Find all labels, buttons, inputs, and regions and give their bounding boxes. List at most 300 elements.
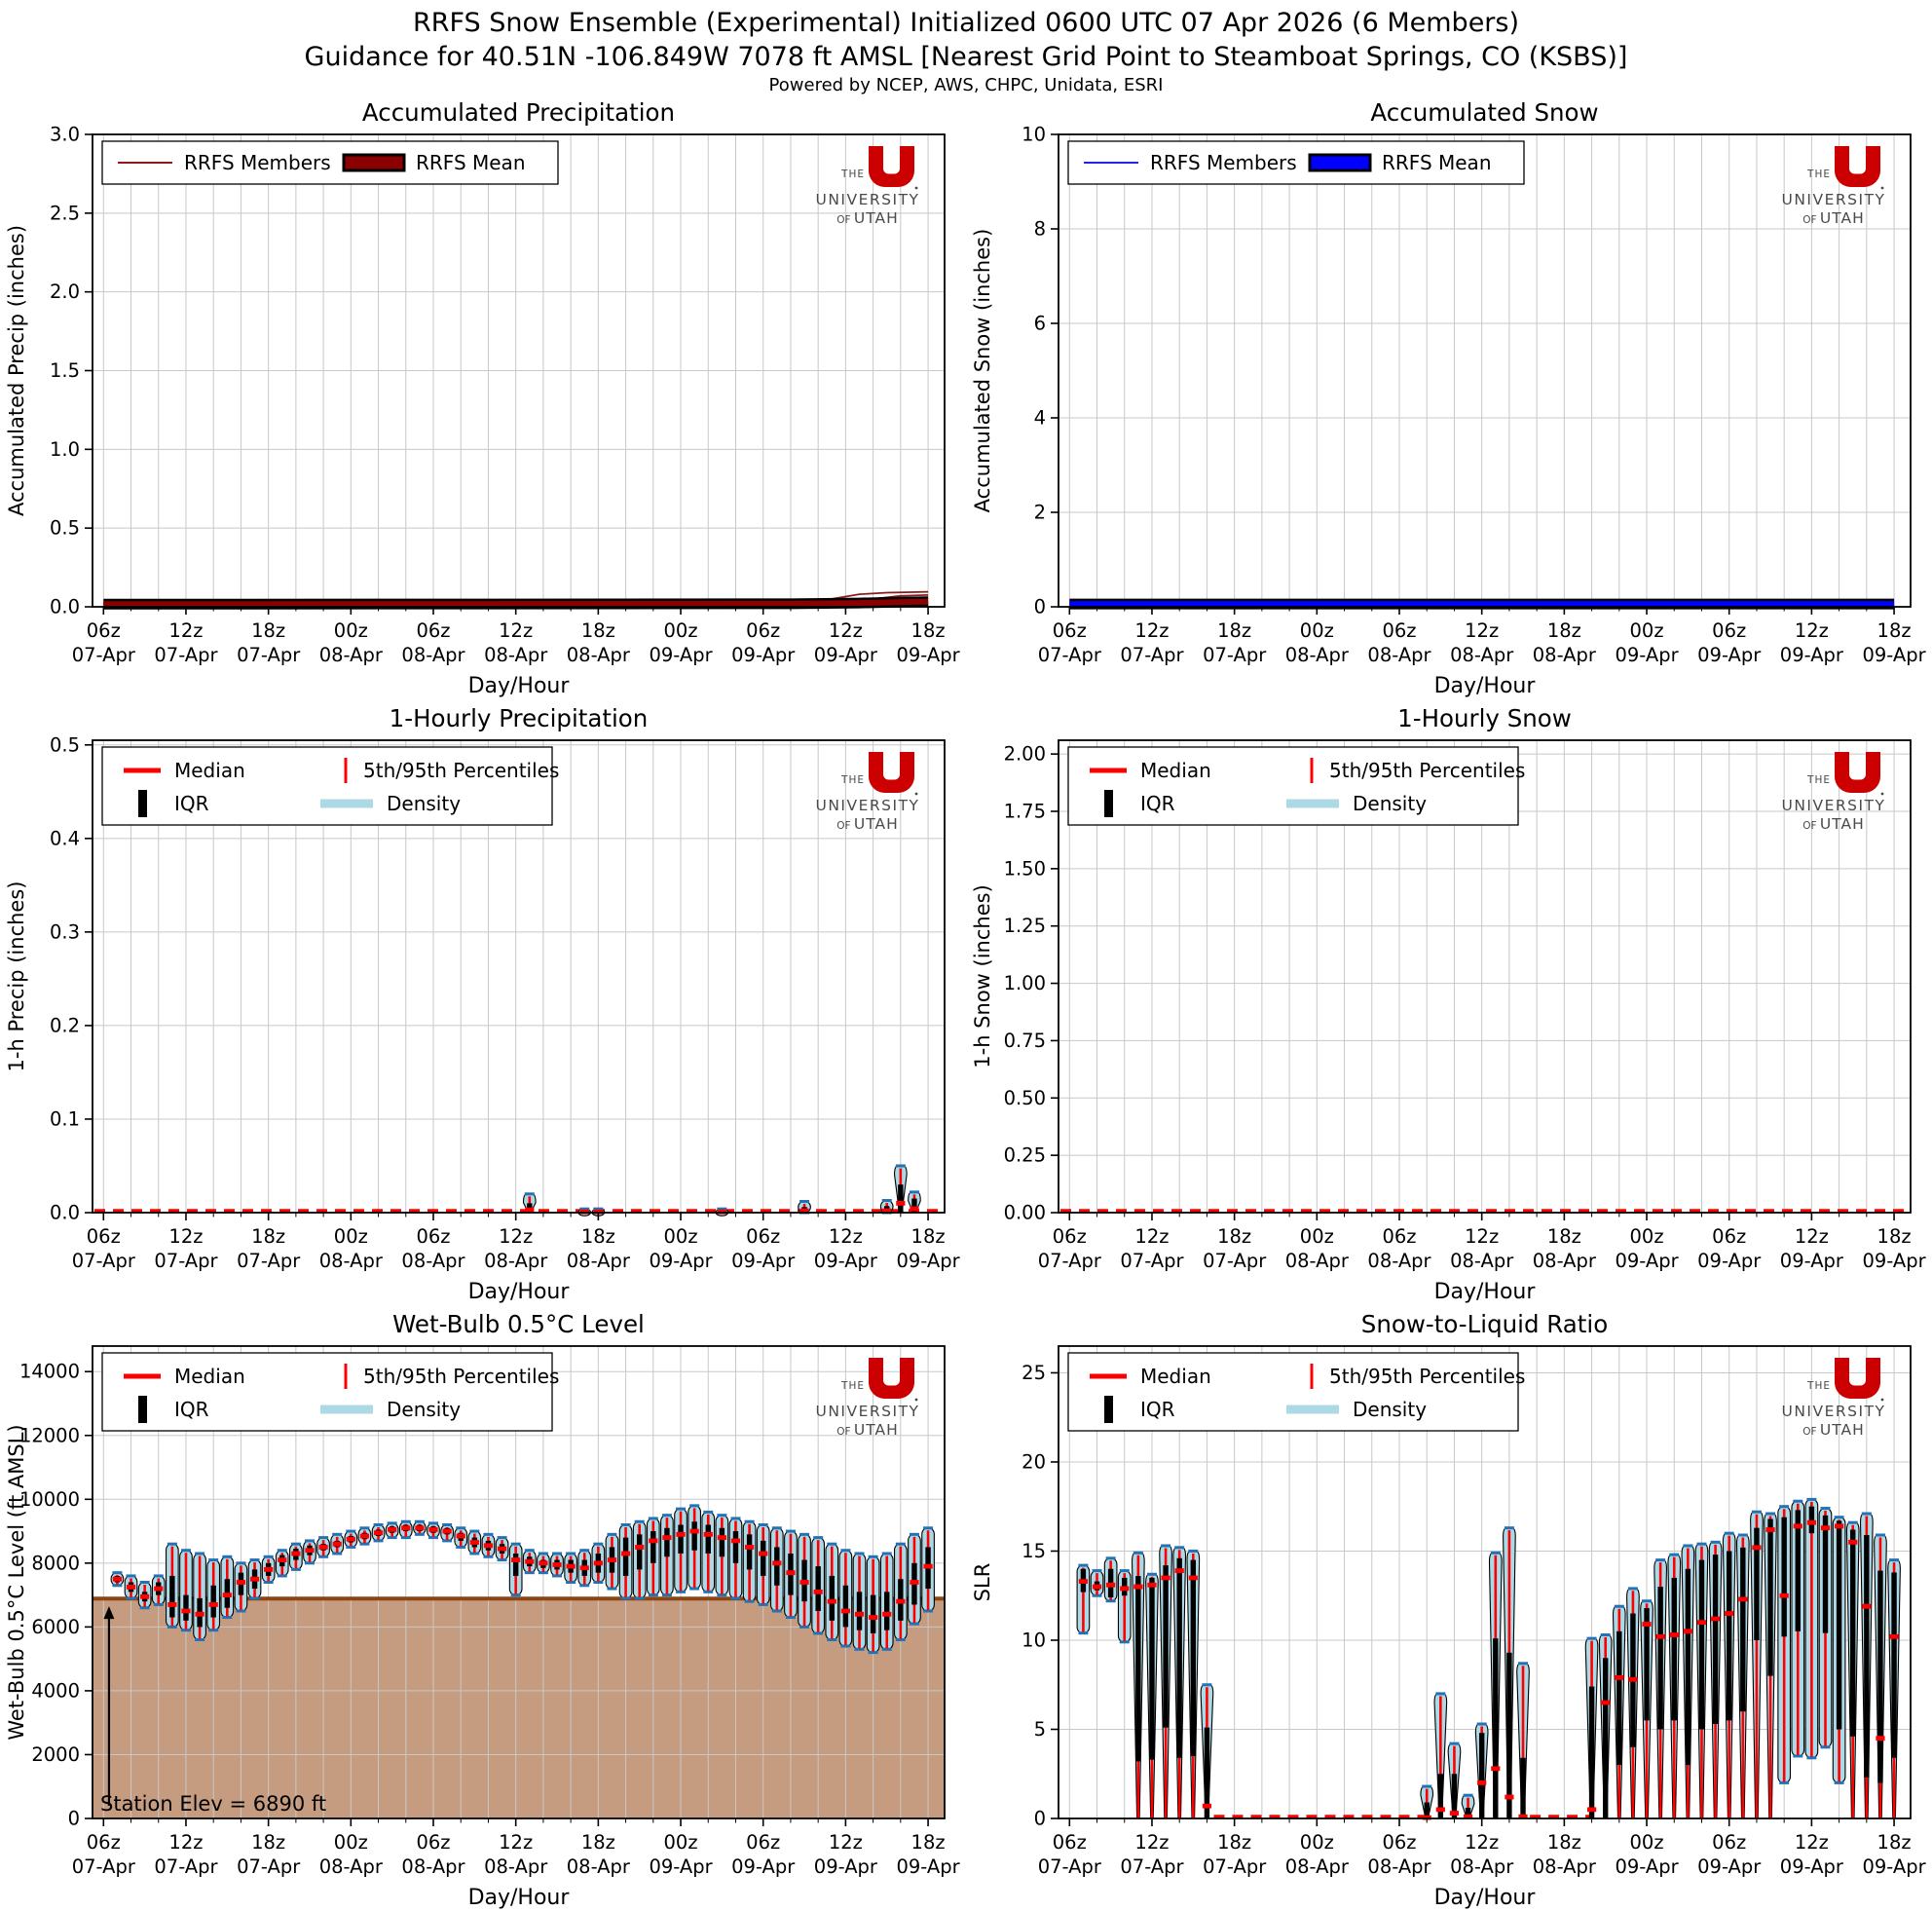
x-tick-hour: 12z (168, 1831, 204, 1854)
distribution-violin (372, 1525, 385, 1541)
panel-hourly-snow (966, 699, 1932, 1305)
x-tick-hour: 12z (828, 1831, 863, 1854)
x-tick-hour: 18z (251, 1225, 286, 1248)
distribution-violin (661, 1516, 674, 1595)
x-tick-day: 09-Apr (1615, 1855, 1679, 1878)
x-tick-hour: 00z (333, 619, 368, 642)
distribution-violin (648, 1518, 660, 1595)
x-tick-day: 08-Apr (401, 644, 465, 666)
y-axis-label: 1-h Precip (inches) (5, 881, 28, 1072)
panel-accumulated-precipitation (0, 94, 966, 699)
x-tick-day: 09-Apr (1862, 1855, 1926, 1878)
logo-university: UNIVERSITY (1781, 797, 1886, 814)
y-tick-labels (1022, 124, 1046, 618)
distribution-violin (290, 1544, 303, 1569)
y-tick-label: 6000 (31, 1615, 80, 1638)
x-tick-day: 08-Apr (318, 644, 383, 666)
x-tick-day: 08-Apr (1284, 644, 1349, 666)
x-tick-day: 08-Apr (566, 644, 630, 666)
x-tick-hour: 06z (86, 1225, 121, 1248)
legend-median-label: Median (1140, 1365, 1211, 1388)
snow-to-liquid-ratio-chart (966, 1305, 1932, 1911)
distribution-violin (138, 1583, 151, 1608)
distribution-violin (221, 1556, 234, 1617)
distribution-violin (1187, 1551, 1200, 1818)
legend (102, 747, 559, 825)
x-axis-label: Day/Hour (1433, 674, 1536, 698)
x-tick-day: 07-Apr (237, 1855, 301, 1878)
x-tick-hour: 06z (746, 1831, 781, 1854)
chart-title: Accumulated Precipitation (361, 98, 676, 127)
logo-of-utah: OF UTAH (1802, 1421, 1865, 1439)
y-tick-label: 4000 (31, 1679, 80, 1703)
y-tick-label: 0.50 (1003, 1086, 1046, 1109)
x-tick-hour: 18z (1876, 1225, 1912, 1248)
main-title: RRFS Snow Ensemble (Experimental) Initialized 0600 UTC 07 Apr 2026 (6 Members) (412, 8, 1520, 38)
x-tick-day: 09-Apr (896, 1855, 960, 1878)
x-tick-day: 07-Apr (1203, 1250, 1267, 1272)
legend-iqr-label: IQR (1140, 792, 1175, 815)
legend-median-label: Median (1140, 759, 1211, 782)
panel-snow-to-liquid-ratio (966, 1305, 1932, 1911)
y-tick-label: 5 (1033, 1717, 1046, 1741)
x-tick-labels (72, 619, 961, 666)
utah-u-mark (1835, 1358, 1880, 1399)
distribution-violin (716, 1516, 728, 1595)
logo-of-utah: OF UTAH (1802, 209, 1865, 227)
x-tick-day: 09-Apr (649, 1855, 713, 1878)
distribution-violin (248, 1560, 261, 1598)
y-tick-label: 2.5 (49, 202, 80, 225)
distribution-violin (1585, 1638, 1598, 1818)
legend-percentiles-label: 5th/95th Percentiles (363, 759, 560, 782)
y-tick-label: 1.50 (1003, 857, 1046, 881)
x-tick-hour: 12z (1465, 1225, 1500, 1248)
y-tick-label: 10 (1022, 123, 1046, 146)
distribution-violin (880, 1201, 893, 1214)
y-tick-label: 8000 (31, 1552, 80, 1575)
distribution-violin (194, 1554, 206, 1639)
x-tick-hour: 06z (1382, 1225, 1417, 1248)
x-tick-hour: 00z (1299, 619, 1334, 642)
x-tick-day: 09-Apr (1697, 1855, 1762, 1878)
x-tick-hour: 06z (1052, 1225, 1087, 1248)
y-tick-label: 6 (1033, 312, 1046, 335)
distribution-violin (922, 1528, 935, 1611)
x-tick-day: 08-Apr (484, 1855, 548, 1878)
x-axis-label: Day/Hour (467, 674, 570, 698)
x-tick-labels (1038, 619, 1927, 666)
distribution-violin (1778, 1507, 1791, 1783)
logo-university: UNIVERSITY (815, 797, 920, 814)
x-tick-day: 08-Apr (1532, 644, 1596, 666)
y-axis-label: 1-h Snow (inches) (971, 884, 994, 1068)
distribution-violin (633, 1521, 646, 1598)
x-tick-day: 07-Apr (237, 1250, 301, 1272)
x-tick-hour: 18z (910, 619, 946, 642)
logo-the: THE (841, 774, 865, 786)
y-tick-label: 10000 (19, 1487, 80, 1511)
y-axis-label: Wet-Bulb 0.5°C Level (ft AMSL) (5, 1424, 28, 1741)
chart-title: Snow-to-Liquid Ratio (1360, 1310, 1609, 1338)
y-tick-label: 1.75 (1003, 800, 1046, 823)
distribution-violin (702, 1512, 715, 1592)
distribution-violin (1627, 1589, 1640, 1818)
legend-iqr-label: IQR (174, 792, 209, 815)
x-tick-day: 08-Apr (1532, 1855, 1596, 1878)
x-tick-day: 09-Apr (1862, 1250, 1926, 1272)
distribution-violin (1641, 1601, 1653, 1818)
x-tick-hour: 18z (580, 1831, 615, 1854)
x-tick-day: 08-Apr (484, 1250, 548, 1272)
distribution-violin (688, 1506, 701, 1589)
x-tick-day: 08-Apr (1532, 1250, 1596, 1272)
y-tick-label: 25 (1022, 1361, 1046, 1384)
y-tick-label: 1.00 (1003, 972, 1046, 995)
x-tick-day: 07-Apr (154, 1855, 218, 1878)
distribution-violin (785, 1531, 798, 1617)
university-of-utah-logo (1781, 1358, 1885, 1439)
distribution-violin (345, 1531, 357, 1547)
legend (102, 141, 558, 184)
axis-ticks (85, 134, 928, 615)
y-tick-label: 10 (1022, 1629, 1046, 1652)
y-tick-labels (50, 124, 80, 618)
x-tick-labels (1038, 1225, 1927, 1272)
x-tick-hour: 00z (663, 1225, 698, 1248)
distribution-violin (1723, 1533, 1735, 1818)
distribution-violin (895, 1544, 908, 1639)
distribution-violin (1201, 1685, 1213, 1818)
distribution-violin (235, 1563, 247, 1611)
x-tick-hour: 18z (1546, 619, 1581, 642)
logo-university: UNIVERSITY (815, 1403, 920, 1420)
distribution-violin (826, 1544, 838, 1639)
distribution-violin (565, 1554, 577, 1582)
distribution-violin (1861, 1514, 1874, 1818)
distribution-violin (482, 1534, 495, 1556)
x-tick-day: 07-Apr (71, 644, 135, 666)
y-tick-label: 3.0 (49, 123, 80, 146)
x-tick-hour: 12z (168, 1225, 204, 1248)
distribution-violin (509, 1544, 522, 1594)
y-tick-label: 1.5 (49, 359, 80, 382)
logo-the: THE (1807, 1380, 1831, 1392)
y-tick-label: 0.0 (49, 595, 80, 618)
distribution-violin (1504, 1528, 1516, 1818)
distribution-violin (853, 1554, 866, 1649)
distribution-violin (909, 1192, 921, 1213)
x-tick-hour: 00z (1629, 1225, 1664, 1248)
x-tick-hour: 06z (86, 619, 121, 642)
distribution-violin (1462, 1795, 1474, 1818)
legend-iqr-sample (1104, 790, 1113, 817)
legend (1068, 747, 1525, 825)
accumulated-snow-chart (966, 94, 1932, 699)
x-tick-day: 09-Apr (731, 644, 796, 666)
x-tick-hour: 06z (416, 1225, 451, 1248)
distribution-violin (441, 1525, 454, 1541)
station-elevation-label: Station Elev = 6890 ft (100, 1792, 327, 1816)
legend (102, 1353, 559, 1431)
x-tick-day: 07-Apr (1037, 1855, 1101, 1878)
x-tick-day: 08-Apr (1284, 1855, 1349, 1878)
distribution-violin (1805, 1499, 1818, 1757)
distribution-violin (468, 1531, 481, 1554)
x-tick-hour: 18z (1217, 1831, 1252, 1854)
chart-title: Accumulated Snow (1370, 98, 1599, 127)
logo-university: UNIVERSITY (1781, 1403, 1886, 1420)
charts-grid (0, 94, 1932, 1911)
distribution-violin (262, 1556, 275, 1582)
x-tick-day: 07-Apr (154, 644, 218, 666)
distribution-violin (358, 1528, 371, 1544)
distribution-violin (895, 1166, 908, 1213)
logo-the: THE (1807, 774, 1831, 786)
legend-iqr-sample (138, 790, 147, 817)
y-tick-label: 2000 (31, 1742, 80, 1766)
page-header (0, 0, 1932, 95)
distribution-violin (771, 1528, 784, 1611)
x-tick-hour: 00z (663, 1831, 698, 1854)
legend-percentiles-label: 5th/95th Percentiles (1329, 1365, 1526, 1388)
legend-percentiles-label: 5th/95th Percentiles (363, 1365, 560, 1388)
x-tick-day: 07-Apr (237, 644, 301, 666)
distribution-violin (1751, 1512, 1764, 1818)
x-tick-day: 09-Apr (1779, 1250, 1843, 1272)
distribution-violin (1614, 1606, 1626, 1818)
chart-title: 1-Hourly Snow (1397, 704, 1572, 732)
x-tick-hour: 18z (580, 1225, 615, 1248)
distribution-violin (1133, 1553, 1145, 1818)
legend (1068, 141, 1524, 184)
x-tick-day: 09-Apr (731, 1855, 796, 1878)
x-tick-hour: 12z (168, 619, 204, 642)
x-tick-hour: 00z (1629, 1831, 1664, 1854)
distribution-violin (757, 1525, 769, 1605)
legend-iqr-sample (1104, 1396, 1113, 1423)
distribution-violin (619, 1525, 632, 1598)
x-tick-day: 09-Apr (813, 1855, 877, 1878)
distribution-violin (839, 1551, 852, 1646)
x-tick-day: 09-Apr (1615, 1250, 1679, 1272)
x-tick-hour: 06z (1712, 619, 1747, 642)
utah-u-mark (869, 752, 914, 793)
x-tick-hour: 12z (828, 1225, 863, 1248)
x-tick-hour: 06z (1052, 1831, 1087, 1854)
distribution-violin (1875, 1535, 1887, 1818)
x-tick-hour: 18z (1546, 1225, 1581, 1248)
logo-university: UNIVERSITY (815, 191, 920, 208)
x-tick-hour: 18z (910, 1831, 946, 1854)
legend (1068, 1353, 1525, 1431)
x-tick-hour: 06z (1382, 619, 1417, 642)
distribution-violin (1091, 1571, 1103, 1596)
logo-university: UNIVERSITY (1781, 191, 1886, 208)
y-tick-label: 15 (1022, 1539, 1046, 1562)
x-tick-day: 09-Apr (1615, 644, 1679, 666)
distribution-violin (1434, 1694, 1447, 1818)
logo-of-utah: OF UTAH (836, 815, 899, 833)
x-tick-hour: 18z (910, 1225, 946, 1248)
x-tick-day: 09-Apr (1779, 1855, 1843, 1878)
x-tick-day: 08-Apr (566, 1855, 630, 1878)
distribution-violin (152, 1576, 165, 1604)
distribution-violin (496, 1538, 508, 1560)
y-tick-label: 0.5 (49, 516, 80, 540)
x-tick-hour: 12z (1794, 619, 1829, 642)
distribution-violin (1599, 1634, 1612, 1818)
x-axis-label: Day/Hour (467, 1886, 570, 1910)
x-tick-hour: 12z (1134, 619, 1170, 642)
legend-median-label: Median (174, 759, 245, 782)
x-tick-hour: 00z (333, 1831, 368, 1854)
x-tick-day: 07-Apr (1037, 644, 1101, 666)
x-tick-day: 08-Apr (401, 1250, 465, 1272)
distribution-violin (551, 1554, 564, 1576)
x-tick-hour: 12z (1134, 1831, 1170, 1854)
x-tick-hour: 06z (1052, 619, 1087, 642)
x-tick-labels (72, 1225, 961, 1272)
distribution-violin (909, 1534, 921, 1624)
y-tick-label: 0 (1033, 1807, 1046, 1830)
y-tick-label: 2.00 (1003, 742, 1046, 766)
distribution-violin (1737, 1535, 1750, 1818)
x-tick-day: 09-Apr (813, 1250, 877, 1272)
y-tick-label: 14000 (19, 1360, 80, 1383)
x-tick-day: 07-Apr (1203, 644, 1267, 666)
distribution-violin (1792, 1501, 1804, 1756)
distribution-violin (523, 1194, 536, 1213)
y-axis-label: Accumulated Snow (inches) (971, 228, 994, 513)
x-tick-hour: 00z (1299, 1831, 1334, 1854)
y-tick-label: 0.00 (1003, 1201, 1046, 1224)
logo-of-utah: OF UTAH (836, 1421, 899, 1439)
x-tick-hour: 18z (1546, 1831, 1581, 1854)
y-tick-label: 1.25 (1003, 915, 1046, 938)
panel-wet-bulb-level (0, 1305, 966, 1911)
ensemble-mean-band (103, 602, 928, 605)
axis-ticks (1051, 134, 1894, 615)
distribution-violin (399, 1521, 412, 1537)
distribution-violin (743, 1521, 756, 1601)
x-tick-hour: 18z (1876, 1831, 1912, 1854)
y-tick-label: 8 (1033, 217, 1046, 241)
university-of-utah-logo (1781, 146, 1885, 227)
legend-members-label: RRFS Members (1150, 151, 1297, 174)
distribution-violin (675, 1509, 687, 1592)
distribution-violin (1118, 1571, 1131, 1642)
distribution-violin (578, 1551, 591, 1586)
hourly-distributions (1077, 1499, 1900, 1819)
x-tick-hour: 06z (1712, 1225, 1747, 1248)
legend-mean-label: RRFS Mean (416, 151, 526, 174)
x-axis-label: Day/Hour (467, 1280, 570, 1304)
utah-u-mark (1835, 146, 1880, 187)
x-tick-day: 08-Apr (1367, 1250, 1431, 1272)
x-tick-day: 08-Apr (566, 1250, 630, 1272)
x-tick-hour: 00z (333, 1225, 368, 1248)
x-tick-day: 07-Apr (1120, 1250, 1184, 1272)
legend-mean-sample (344, 155, 404, 170)
logo-of-utah: OF UTAH (1802, 815, 1865, 833)
credit-line: Powered by NCEP, AWS, CHPC, Unidata, ESRI (768, 75, 1164, 95)
x-tick-day: 07-Apr (1203, 1855, 1267, 1878)
distribution-violin (1654, 1560, 1667, 1818)
distribution-violin (799, 1534, 811, 1627)
x-tick-hour: 18z (1876, 619, 1912, 642)
wet-bulb-level-chart (0, 1305, 966, 1911)
x-tick-day: 08-Apr (1367, 644, 1431, 666)
distribution-violin (455, 1528, 467, 1548)
x-tick-day: 08-Apr (318, 1250, 383, 1272)
distribution-violin (592, 1544, 605, 1582)
legend-iqr-sample (138, 1396, 147, 1423)
distribution-violin (1695, 1544, 1708, 1818)
x-tick-hour: 00z (1629, 619, 1664, 642)
x-tick-hour: 12z (828, 619, 863, 642)
x-tick-hour: 06z (746, 1225, 781, 1248)
y-tick-label: 2.0 (49, 281, 80, 304)
y-tick-label: 4 (1033, 406, 1046, 430)
distribution-violin (1833, 1518, 1845, 1783)
distribution-violin (1077, 1565, 1090, 1633)
accumulated-precipitation-chart (0, 94, 966, 699)
x-tick-hour: 12z (1794, 1225, 1829, 1248)
distribution-violin (1709, 1542, 1722, 1818)
x-tick-day: 08-Apr (1284, 1250, 1349, 1272)
y-tick-label: 20 (1022, 1450, 1046, 1474)
distribution-violin (1888, 1560, 1901, 1818)
x-tick-hour: 06z (416, 619, 451, 642)
x-tick-day: 08-Apr (1450, 1855, 1514, 1878)
distribution-violin (1104, 1558, 1117, 1601)
legend-iqr-label: IQR (1140, 1398, 1175, 1421)
university-of-utah-logo (815, 146, 919, 227)
y-tick-label: 0 (67, 1807, 80, 1830)
y-tick-label: 0.4 (49, 827, 80, 850)
x-axis-label: Day/Hour (1433, 1280, 1536, 1304)
logo-the: THE (841, 169, 865, 180)
x-tick-hour: 00z (1299, 1225, 1334, 1248)
x-tick-day: 09-Apr (896, 644, 960, 666)
x-tick-hour: 06z (746, 619, 781, 642)
utah-u-mark (1835, 752, 1880, 793)
panel-accumulated-snow (966, 94, 1932, 699)
distribution-violin (167, 1544, 179, 1627)
y-tick-label: 0 (1033, 595, 1046, 618)
x-tick-day: 07-Apr (1037, 1250, 1101, 1272)
y-tick-label: 0.25 (1003, 1143, 1046, 1167)
legend-density-label: Density (1353, 792, 1428, 815)
hourly-distributions (523, 1166, 920, 1216)
distribution-violin (427, 1523, 440, 1538)
distribution-violin (1448, 1743, 1461, 1818)
x-tick-day: 08-Apr (318, 1855, 383, 1878)
distribution-violin (1160, 1546, 1172, 1818)
x-tick-day: 09-Apr (1862, 644, 1926, 666)
x-tick-hour: 12z (1134, 1225, 1170, 1248)
x-tick-hour: 18z (1217, 619, 1252, 642)
x-tick-hour: 12z (1794, 1831, 1829, 1854)
x-tick-hour: 06z (1712, 1831, 1747, 1854)
y-axis-label: Accumulated Precip (inches) (5, 224, 28, 517)
x-tick-day: 07-Apr (71, 1250, 135, 1272)
legend-density-label: Density (387, 792, 462, 815)
distribution-violin (304, 1541, 316, 1563)
y-tick-label: 0.5 (49, 733, 80, 757)
distribution-violin (606, 1534, 618, 1589)
